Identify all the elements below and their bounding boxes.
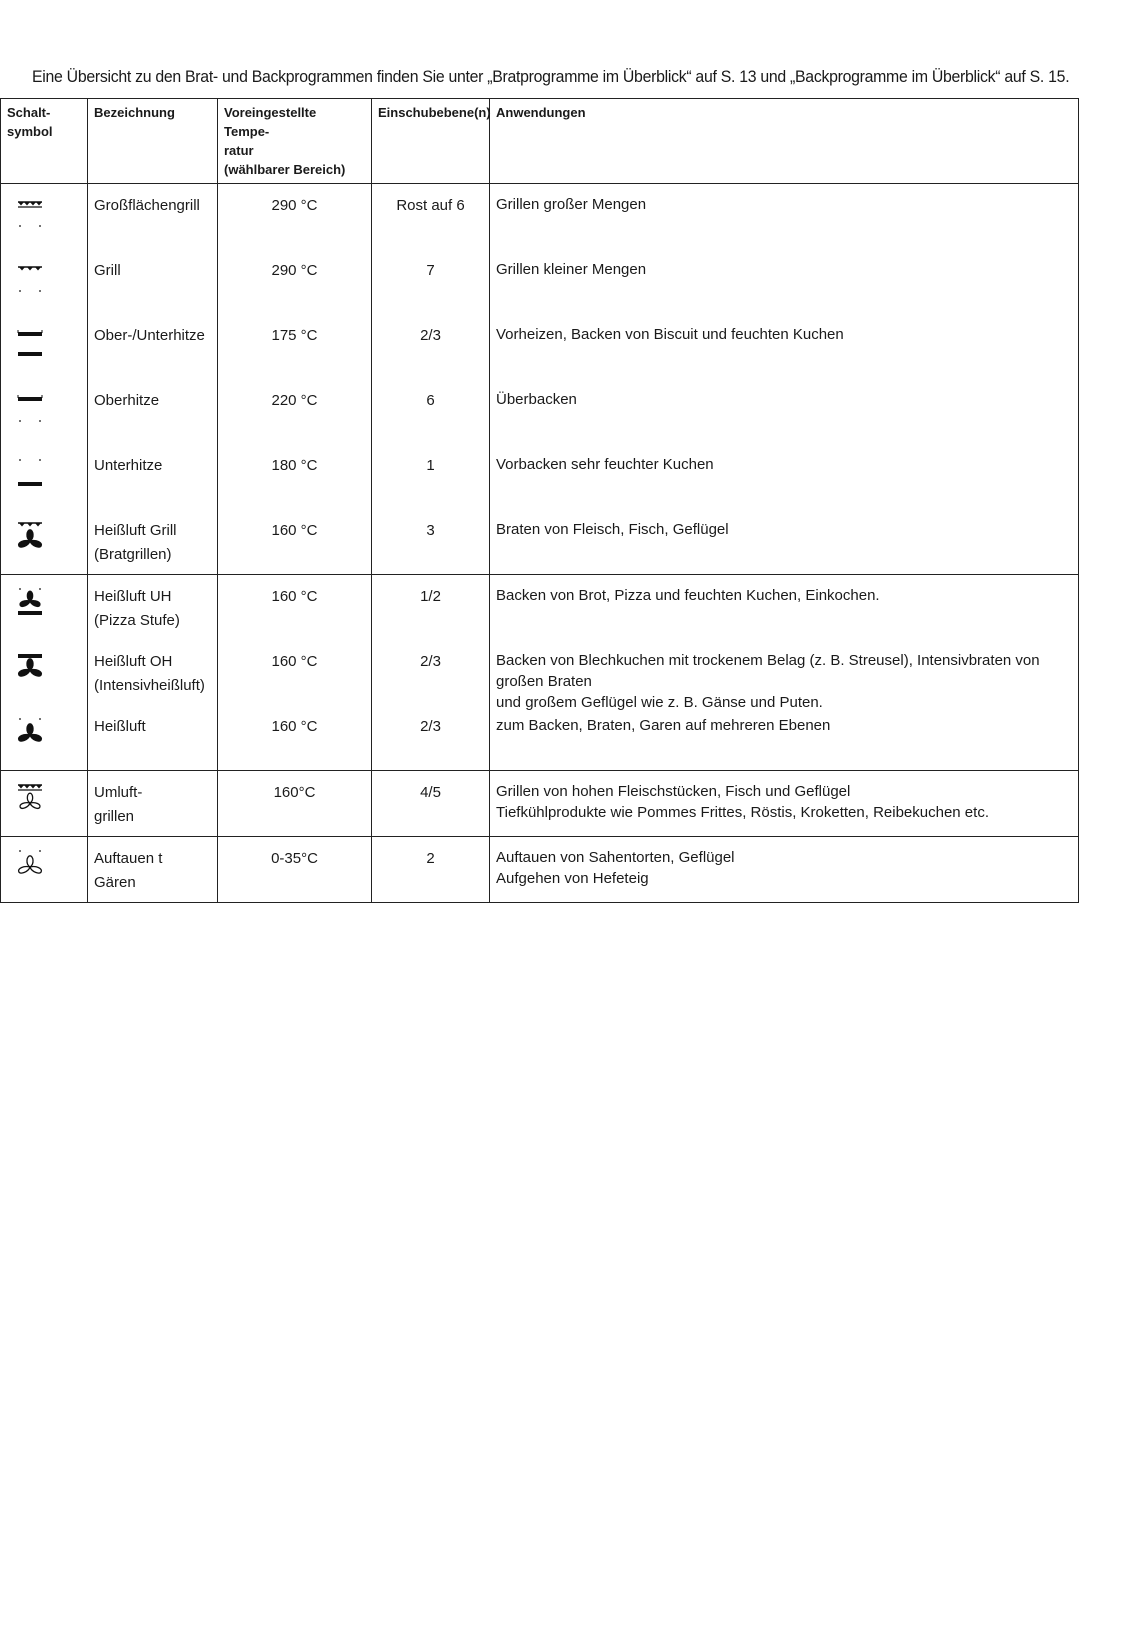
application-text [490, 444, 1078, 509]
program-name-subline: (Bratgrillen) [94, 546, 172, 563]
preset-temperature: 160 °C [271, 522, 318, 539]
application-line: Grillen von hohen Fleischstücken, Fisch und Geflügel [496, 783, 851, 800]
temperature-cell [218, 575, 372, 771]
program-name [88, 837, 217, 902]
shelf-level: 2/3 [420, 327, 441, 344]
program-name-subline: (Pizza Stufe) [94, 612, 180, 629]
symbol-cell [1, 771, 88, 837]
shelf-level: 1/2 [420, 588, 441, 605]
hot-air-grill-icon [1, 509, 87, 574]
application-text [490, 314, 1078, 379]
preset-temperature: 180 °C [271, 457, 318, 474]
program-name [88, 771, 217, 836]
use-cell [490, 837, 1079, 903]
shelf-level: 2/3 [420, 653, 441, 670]
header-level: Einschubebene(n) [372, 99, 490, 184]
application-line: zum Backen, Braten, Garen auf mehreren Ebenen [496, 717, 831, 734]
intro-text: Eine Übersicht zu den Brat- und Backprogrammen finden Sie unter „Bratprogramme im Überblick“ auf S. 13 und „Backprogramme im Überblick“ auf S. 15. [32, 68, 1070, 86]
temperature-cell [218, 771, 372, 837]
program-name-line: Oberhitze [94, 392, 160, 409]
program-name [88, 314, 217, 379]
preset-temperature: 160°C [273, 784, 316, 801]
application-line: Überbacken [496, 391, 577, 408]
hot-air-icon [1, 705, 87, 770]
table-row-group [1, 184, 1079, 575]
application-text [490, 509, 1078, 574]
top-bottom-heat-icon [1, 314, 87, 379]
level-cell [372, 575, 490, 771]
table-row-group [1, 771, 1079, 837]
shelf-level: Rost auf 6 [396, 197, 465, 214]
program-name-line: Heißluft [94, 718, 146, 735]
header-temperature: Voreingestellte Tempe- ratur (wählbarer Bereich) [218, 99, 372, 184]
program-name-line: Grill [94, 262, 121, 279]
shelf-level: 1 [426, 457, 435, 474]
application-line: Backen von Brot, Pizza und feuchten Kuchen, Einkochen. [496, 587, 880, 604]
shelf-level: 7 [426, 262, 435, 279]
shelf-level: 4/5 [420, 784, 441, 801]
shelf-level: 6 [426, 392, 435, 409]
program-name-line: Umluft- [94, 784, 143, 801]
program-name-line: Ober-/Unterhitze [94, 327, 205, 344]
shelf-level: 2/3 [420, 718, 441, 735]
application-text [490, 184, 1078, 249]
program-name-subline: grillen [94, 808, 135, 825]
application-text [490, 771, 1078, 836]
application-line: Tiefkühlprodukte wie Pommes Frittes, Röstis, Kroketten, Reibekuchen etc. [496, 804, 989, 821]
level-cell [372, 184, 490, 575]
name-cell [88, 184, 218, 575]
name-cell [88, 575, 218, 771]
program-name-subline: (Intensivheißluft) [94, 677, 205, 694]
program-name-line: Großflächengrill [94, 197, 200, 214]
application-text [490, 379, 1078, 444]
table-row-group [1, 837, 1079, 903]
preset-temperature: 175 °C [271, 327, 318, 344]
preset-temperature: 290 °C [271, 262, 318, 279]
program-name [88, 379, 217, 444]
grill-icon [1, 249, 87, 314]
hot-air-bottom-heat-icon [1, 575, 87, 640]
header-symbol: Schalt- symbol [1, 99, 88, 184]
program-name-line: Heißluft Grill [94, 522, 177, 539]
use-cell [490, 771, 1079, 837]
top-heat-icon [1, 379, 87, 444]
program-name [88, 249, 217, 314]
shelf-level: 3 [426, 522, 435, 539]
application-line: Aufgehen von Hefeteig [496, 870, 649, 887]
level-cell [372, 837, 490, 903]
application-line: Grillen kleiner Mengen [496, 261, 647, 278]
program-name [88, 705, 217, 770]
preset-temperature: 160 °C [271, 718, 318, 735]
temperature-cell [218, 184, 372, 575]
application-line: Backen von Blechkuchen mit trockenem Belag (z. B. Streusel), Intensivbraten von großen Braten [496, 652, 1040, 690]
temperature-cell [218, 837, 372, 903]
program-name [88, 444, 217, 509]
use-cell [490, 575, 1079, 771]
application-line: Vorheizen, Backen von Biscuit und feuchten Kuchen [496, 326, 844, 343]
program-name-line: Unterhitze [94, 457, 163, 474]
circulation-grill-icon [1, 771, 87, 836]
symbol-cell [1, 837, 88, 903]
defrost-icon [1, 837, 87, 902]
preset-temperature: 290 °C [271, 197, 318, 214]
table-row-group [1, 575, 1079, 771]
level-cell [372, 771, 490, 837]
table-header-row [1, 99, 1079, 184]
application-line: Auftauen von Sahentorten, Geflügel [496, 849, 735, 866]
application-text [490, 575, 1078, 640]
application-line: Braten von Fleisch, Fisch, Geflügel [496, 521, 729, 538]
name-cell [88, 771, 218, 837]
application-text [490, 705, 1078, 770]
preset-temperature: 160 °C [271, 653, 318, 670]
bottom-heat-icon [1, 444, 87, 509]
application-text [490, 640, 1078, 711]
program-name [88, 509, 217, 574]
preset-temperature: 220 °C [271, 392, 318, 409]
hot-air-top-heat-icon [1, 640, 87, 705]
program-name-line: Auftauen t [94, 850, 163, 867]
program-name [88, 640, 217, 705]
program-name-subline: Gären [94, 874, 136, 891]
program-name-line: Heißluft UH [94, 588, 172, 605]
program-name [88, 184, 217, 249]
name-cell [88, 837, 218, 903]
program-name [88, 575, 217, 640]
symbol-cell [1, 184, 88, 575]
header-use: Anwendungen [490, 99, 1079, 184]
application-text [490, 249, 1078, 314]
application-line: Grillen großer Mengen [496, 196, 647, 213]
application-text [490, 837, 1078, 902]
shelf-level: 2 [426, 850, 435, 867]
header-name: Bezeichnung [88, 99, 218, 184]
application-line: Vorbacken sehr feuchter Kuchen [496, 456, 714, 473]
large-grill-icon [1, 184, 87, 249]
application-line: und großem Geflügel wie z. B. Gänse und Puten. [496, 694, 823, 711]
use-cell [490, 184, 1079, 575]
program-name-line: Heißluft OH [94, 653, 173, 670]
program-table [0, 98, 1079, 903]
preset-temperature: 160 °C [271, 588, 318, 605]
symbol-cell [1, 575, 88, 771]
preset-temperature: 0-35°C [271, 850, 318, 867]
